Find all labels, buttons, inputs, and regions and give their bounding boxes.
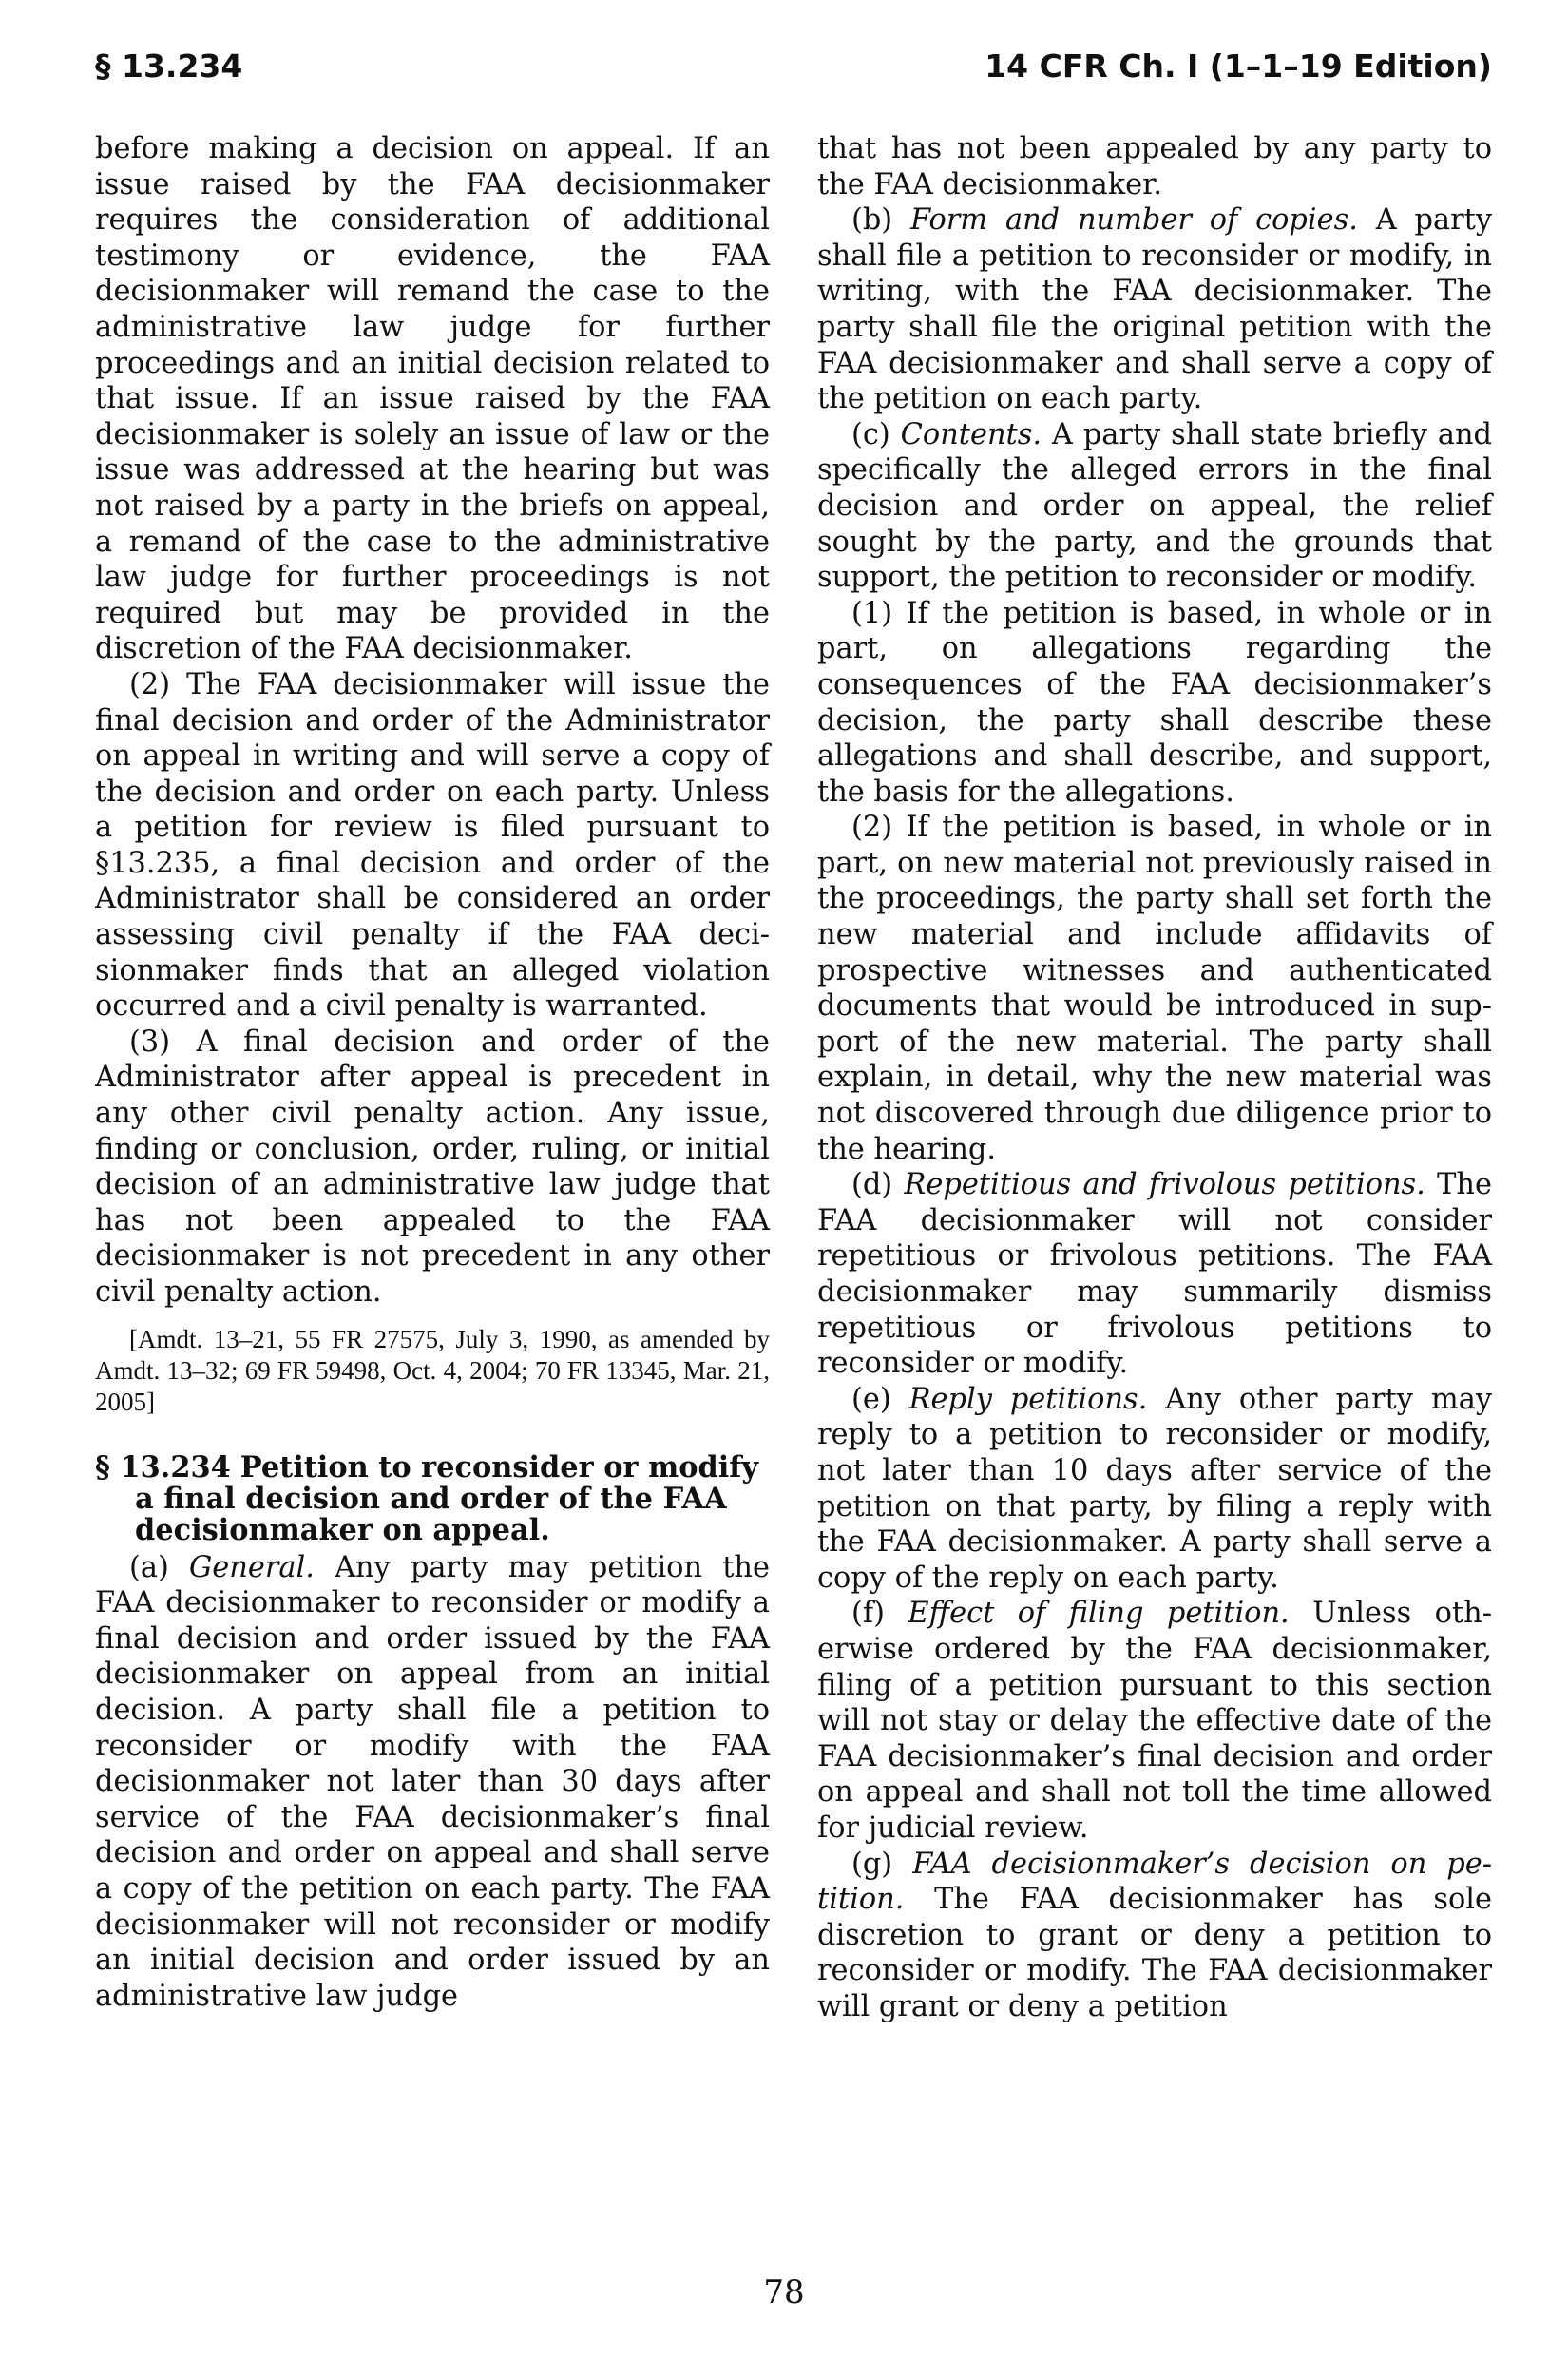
paragraph-b-text: A party shall file a petition to reconsider or modify, in writing, with the FAA decisionmaker. The party shall file the original petition with the FAA decisionmaker and shall serve a copy of the petition on each party. bbox=[817, 203, 1492, 416]
paragraph-g bbox=[817, 1847, 1492, 2025]
paragraph-e-text: Any other party may reply to a petition to reconsider or modify, not later than 10 days after service of the petition on that party, by filing a reply with the FAA decisionmaker. A party shall serve a copy of the reply on each party. bbox=[817, 1382, 1492, 1595]
paragraph-b-label: (b) bbox=[851, 203, 893, 238]
section-heading-number: § 13.234 bbox=[95, 1449, 231, 1485]
paragraph-b-heading: Form and number of copies. bbox=[910, 203, 1358, 238]
paragraph-d-text: The FAA decisionmaker will not consider repetitious or frivolous petitions. The FAA decisionmaker may summarily dismiss repetitious or frivolous petitions to reconsider or modify. bbox=[817, 1168, 1492, 1381]
paragraph-f-heading: Effect of filing petition. bbox=[908, 1597, 1290, 1631]
left-column bbox=[95, 131, 770, 2014]
page-number: 78 bbox=[763, 2273, 805, 2311]
paragraph-a-continued: that has not been appealed by any party to the FAA decisionmaker. bbox=[817, 132, 1492, 201]
section-heading bbox=[95, 1449, 770, 1547]
right-column bbox=[817, 131, 1492, 2024]
paragraph-a-text: Any party may petition the FAA decisionmaker to reconsider or modify a final decision and order issued by the FAA decisionmaker on appeal from an initial decision. A party shall file a petition to reconsider or modify with the FAA decisionmaker not later than 30 days after service of the FAA decisionmaker’s final decision and order on appeal and shall serve a copy of the petition on each party. The FAA decisionmaker will not reconsider or modify an initial decision and order issued by an administrative law judge bbox=[95, 1550, 770, 2013]
header-section-number: § 13.234 bbox=[95, 48, 243, 85]
paragraph-a bbox=[95, 1550, 770, 2015]
paragraph-f-label: (f) bbox=[851, 1597, 885, 1631]
paragraph-d-label: (d) bbox=[851, 1168, 893, 1202]
paragraph-c-2: (2) If the petition is based, in whole or in part, on new material not previously raised in the proceedings, the party shall set forth the new material and include affidavits of prospective witnesses and authenticated documents that would be introduced in support of the new material. The party shall explain, in detail, why the new material was not discovered through due diligence prior to the hearing. bbox=[817, 811, 1492, 1166]
paragraph-a-label: (a) bbox=[129, 1550, 169, 1584]
paragraph-2: (2) The FAA decisionmaker will issue the final decision and order of the Administrator on appeal in writing and will serve a copy of the decision and order on each party. Unless a petition for review is filed pursuant to §13.235, a final decision and order of the Administrator shall be considered an order assessing civil penalty if the FAA decisionmaker finds that an alleged violation occurred and a civil penalty is warranted. bbox=[95, 667, 770, 1024]
paragraph-f bbox=[817, 1596, 1492, 1846]
header-cfr-edition: 14 CFR Ch. I (1–1–19 Edition) bbox=[985, 48, 1492, 85]
paragraph-3: (3) A final decision and order of the Administrator after appeal is precedent in any other civil penalty action. Any issue, finding or conclusion, order, ruling, or initial decision of an administrative law judge that has not been appealed to the FAA decisionmaker is not precedent in any other civil penalty action. bbox=[95, 1025, 770, 1309]
paragraph-g-label: (g) bbox=[851, 1847, 893, 1881]
paragraph-e-label: (e) bbox=[851, 1382, 891, 1416]
paragraph-g-heading: FAA decisionmaker’s decision on petition. bbox=[817, 1847, 1492, 1917]
paragraph-e bbox=[817, 1382, 1492, 1597]
paragraph-continued: before making a decision on appeal. If an issue raised by the FAA decisionmaker requires the consideration of additional testimony or evidence, the FAA decisionmaker will remand the case to the administrative law judge for further proceedings and an initial decision related to that issue. If an issue raised by the FAA decisionmaker is solely an issue of law or the issue was addressed at the hearing but was not raised by a party in the briefs on appeal, a remand of the case to the administrative law judge for further proceedings is not required but may be provided in the discretion of the FAA decisionmaker. bbox=[95, 132, 770, 666]
paragraph-c-heading: Contents. bbox=[900, 417, 1042, 451]
section-heading-title: Petition to reconsider or modify a final decision and order of the FAA decisionmaker on appeal. bbox=[135, 1449, 759, 1547]
paragraph-c-label: (c) bbox=[851, 417, 890, 451]
amendment-note: [Amdt. 13–21, 55 FR 27575, July 3, 1990, as amended by Amdt. 13–32; 69 FR 59498, Oct. 4, 2004; 70 FR 13345, Mar. 21, 2005] bbox=[95, 1324, 770, 1416]
paragraph-d bbox=[817, 1167, 1492, 1382]
paragraph-a-heading: General. bbox=[189, 1550, 315, 1584]
paragraph-c-1: (1) If the petition is based, in whole or in part, on allegations regarding the consequences of the FAA decisionmaker’s decision, the party shall describe these allegations and shall describe, and support, the basis for the allegations. bbox=[817, 596, 1492, 809]
paragraph-d-heading: Repetitious and frivolous petitions. bbox=[904, 1168, 1425, 1202]
paragraph-c-text: A party shall state briefly and specifically the alleged errors in the final decision and order on appeal, the relief sought by the party, and the grounds that support, the petition to reconsider or modify. bbox=[817, 417, 1492, 595]
paragraph-c bbox=[817, 417, 1492, 596]
paragraph-b bbox=[817, 202, 1492, 417]
paragraph-g-text: The FAA decisionmaker has sole discretion to grant or deny a petition to reconsider or modify. The FAA decisionmaker will grant or deny a petition bbox=[817, 1883, 1492, 2023]
running-header bbox=[95, 46, 1492, 95]
paragraph-f-text: Unless otherwise ordered by the FAA decisionmaker, filing of a petition pursuant to this section will not stay or delay the effective date of the FAA decisionmaker’s final decision and order on appeal and shall not toll the time allowed for judicial review. bbox=[817, 1597, 1492, 1845]
paragraph-e-heading: Reply petitions. bbox=[908, 1382, 1148, 1416]
